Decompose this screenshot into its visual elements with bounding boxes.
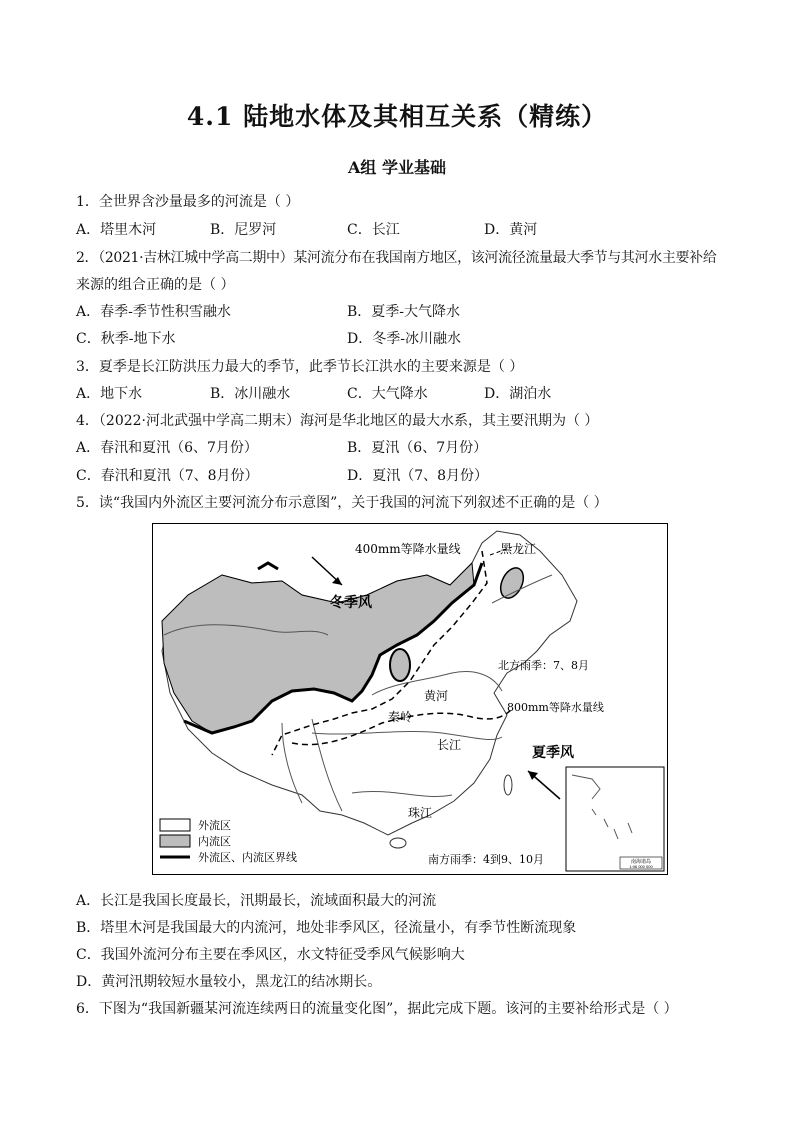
legend-boundary-label: 外流区、内流区界线	[198, 851, 297, 864]
inset-scale: 1:96 000 000	[629, 864, 653, 869]
isohyet-800-label: 800mm等降水量线	[507, 701, 604, 714]
winter-monsoon-label: 冬季风	[330, 595, 372, 611]
q5-option-c: C．我国外流河分布主要在季风区，水文特征受季风气候影响大	[76, 947, 465, 963]
legend-interior-label: 内流区	[198, 835, 231, 848]
china-rivers-map	[152, 523, 668, 875]
q4-option-c: C．春汛和夏汛（7、8月份）	[76, 468, 259, 484]
zhujiang-label: 珠江	[408, 806, 433, 820]
q1-option-c: C．长江	[347, 222, 400, 238]
heilongjiang-label: 黑龙江	[500, 542, 537, 556]
changjiang-label: 长江	[437, 738, 462, 752]
question-3-stem: 3．夏季是长江防洪压力最大的季节，此季节长江洪水的主要来源是（ ）	[76, 359, 524, 375]
qinling-label: 秦岭	[388, 710, 413, 724]
huanghe-label: 黄河	[424, 689, 449, 703]
taiwan-island	[504, 775, 512, 795]
south-china-sea-inset	[566, 767, 664, 871]
q1-option-a: A．塔里木河	[76, 222, 157, 238]
legend-exterior-swatch	[160, 819, 190, 831]
q4-option-b: B．夏汛（6、7月份）	[347, 440, 488, 456]
q1-option-d: D．黄河	[484, 222, 538, 238]
q3-option-d: D．湖泊水	[484, 386, 552, 402]
question-5-stem: 5．读“我国内外流区主要河流分布示意图”，关于我国的河流下列叙述不正确的是（ ）	[76, 495, 608, 511]
question-2-stem-line1: 2．（2021·吉林江城中学高二期中）某河流分布在我国南方地区，该河流径流量最大季节与其河水主要补给	[76, 250, 717, 266]
q4-option-d: D．夏汛（7、8月份）	[347, 468, 489, 484]
q2-option-a: A．春季-季节性积雪融水	[76, 304, 231, 320]
q5-option-d: D．黄河汛期较短水量较小，黑龙江的结冰期长。	[76, 974, 382, 990]
legend-exterior-label: 外流区	[198, 819, 231, 832]
south-rain-season-label: 南方雨季：4到9、10月	[428, 853, 544, 866]
q2-option-d: D．冬季-冰川融水	[347, 331, 461, 347]
north-rain-season-label: 北方雨季：7、8月	[498, 659, 589, 672]
question-6-stem: 6．下图为“我国新疆某河流连续两日的流量变化图”，据此完成下题。该河的主要补给形式是（ ）	[76, 1001, 678, 1017]
q3-option-a: A．地下水	[76, 386, 143, 402]
q2-option-c: C．秋季-地下水	[76, 331, 176, 347]
q4-option-a: A．春汛和夏汛（6、7月份）	[76, 440, 258, 456]
q3-option-b: B．冰川融水	[210, 386, 291, 402]
isohyet-400-label: 400mm等降水量线	[355, 542, 461, 556]
summer-monsoon-label: 夏季风	[532, 745, 574, 761]
question-1-stem: 1．全世界含沙量最多的河流是（ ）	[76, 194, 300, 210]
q3-option-c: C．大气降水	[347, 386, 428, 402]
hainan-island	[390, 838, 406, 848]
inset-title: 南海诸岛	[630, 859, 652, 865]
ordos-interior-patch	[390, 649, 410, 681]
q5-option-b: B．塔里木河是我国最大的内流河，地处非季风区，径流量小，有季节性断流现象	[76, 920, 577, 936]
q1-option-b: B．尼罗河	[210, 222, 277, 238]
group-heading: A组 学业基础	[348, 158, 446, 177]
page-title: 4.1 陆地水体及其相互关系（精练）	[186, 102, 608, 131]
question-2-stem-line2: 来源的组合正确的是（ ）	[76, 277, 235, 293]
legend-interior-swatch	[160, 835, 190, 847]
question-4-stem: 4．（2022·河北武强中学高二期末）海河是华北地区的最大水系，其主要汛期为（ ）	[76, 413, 599, 429]
q5-option-a: A．长江是我国长度最长，汛期最长，流域面积最大的河流	[76, 893, 437, 909]
q2-option-b: B．夏季-大气降水	[347, 304, 461, 320]
